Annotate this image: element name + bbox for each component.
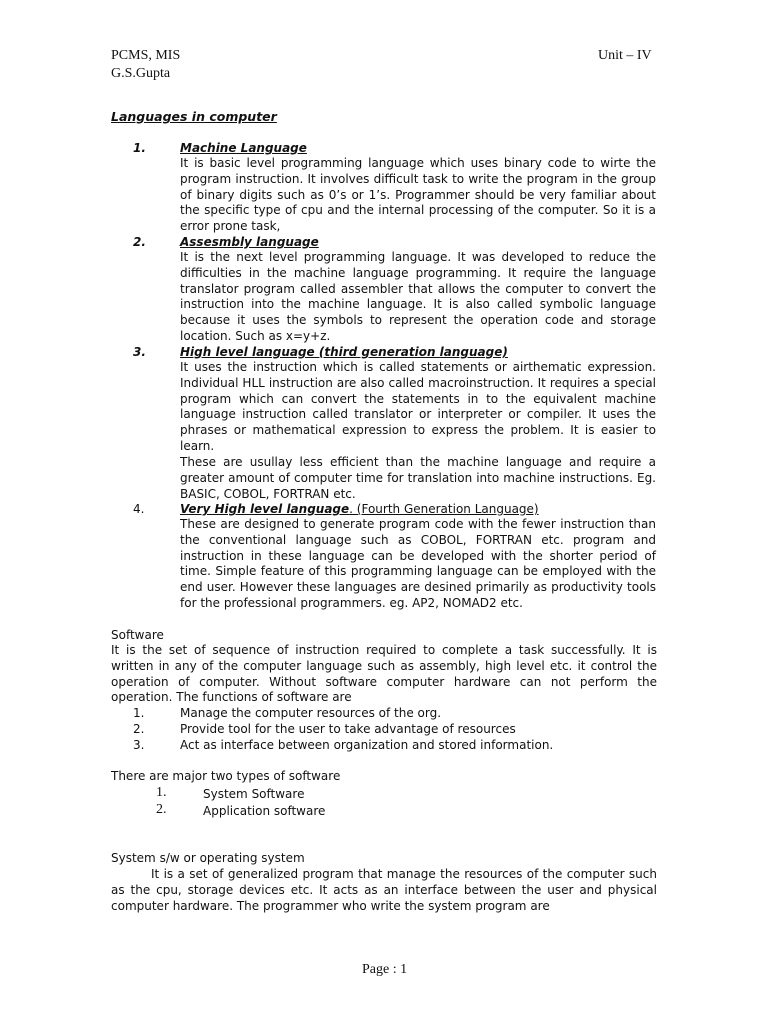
header-unit: Unit – IV xyxy=(598,48,652,63)
language-description: It is the next level programming language. It was developed to reduce the difficulties in the machine language programming. It require the language translator program called assembler that allows the computer to convert the instruction into the machine language. It is also called symbolic language because it uses the symbols to represent the operation code and storage location. Such as x=y+z. xyxy=(180,250,656,343)
language-number: 1. xyxy=(133,141,146,155)
header-author: G.S.Gupta xyxy=(111,66,171,81)
language-description: It is basic level programming language which uses binary code to wirte the program instruction. It involves difficult task to write the program in the group of binary digits such as 0’s or 1’s. Programmer should be very familiar about the specific type of cpu and the internal processing of the computer. So it is a error prone task, xyxy=(180,156,656,234)
software-title: Software xyxy=(111,628,164,642)
language-title: High level language (third generation language) xyxy=(180,345,508,359)
language-title: Very High level language. (Fourth Generation Language) xyxy=(180,502,539,516)
header-course: PCMS, MIS xyxy=(111,48,181,63)
function-item: Provide tool for the user to take advantage of resources xyxy=(180,722,516,736)
function-item: Act as interface between organization and stored information. xyxy=(180,738,554,752)
type-number: 1. xyxy=(156,785,167,800)
language-number: 4. xyxy=(133,502,145,516)
language-description: These are designed to generate program code with the fewer instruction than the conventional language such as COBOL, FORTRAN etc. program and instruction in these language can be developed with the shorter period of time. Simple feature of this programming language can be employed with the end user. However these languages are desined primarily as productivity tools for the professional programmers. eg. AP2, NOMAD2 etc. xyxy=(180,517,656,610)
section-title: Languages in computer xyxy=(111,109,277,124)
software-types-intro: There are major two types of software xyxy=(111,769,341,783)
language-number: 3. xyxy=(133,345,146,359)
page-number: Page : 1 xyxy=(362,962,408,977)
software-description: It is the set of sequence of instruction required to complete a task successfully. It is written in any of the computer language such as assembly, high level etc. it control the operation of computer. Without software computer hardware can not perform the operation. The functions of software are xyxy=(111,643,657,705)
type-number: 2. xyxy=(156,802,167,817)
language-title-suffix: . (Fourth Generation Language) xyxy=(349,502,539,516)
system-sw-description: It is a set of generalized program that manage the resources of the computer such as the cpu, storage devices etc. It acts as an interface between the user and physical computer hardware. The programmer who write the system program are xyxy=(111,867,657,913)
function-item: Manage the computer resources of the org. xyxy=(180,706,442,720)
language-title: Assesmbly language xyxy=(180,235,319,249)
function-number: 1. xyxy=(133,706,145,720)
language-description: These are usullay less efficient than the machine language and require a greater amount of computer time for translation into machine instructions. Eg. BASIC, COBOL, FORTRAN etc. xyxy=(180,455,656,501)
system-sw-title: System s/w or operating system xyxy=(111,851,305,865)
function-number: 3. xyxy=(133,738,145,752)
language-title: Machine Language xyxy=(180,141,307,155)
software-type-item: Application software xyxy=(203,804,326,818)
software-type-item: System Software xyxy=(203,787,305,801)
function-number: 2. xyxy=(133,722,145,736)
language-description: It uses the instruction which is called statements or airthematic expression. Individual HLL instruction are also called macroinstruction. It requires a special program which can convert the statements in to the equivalent machine language instruction called translator or interpreter or compiler. It uses the phrases or mathematical expression to express the problem. It is easier to learn. xyxy=(180,360,656,453)
language-number: 2. xyxy=(133,235,146,249)
